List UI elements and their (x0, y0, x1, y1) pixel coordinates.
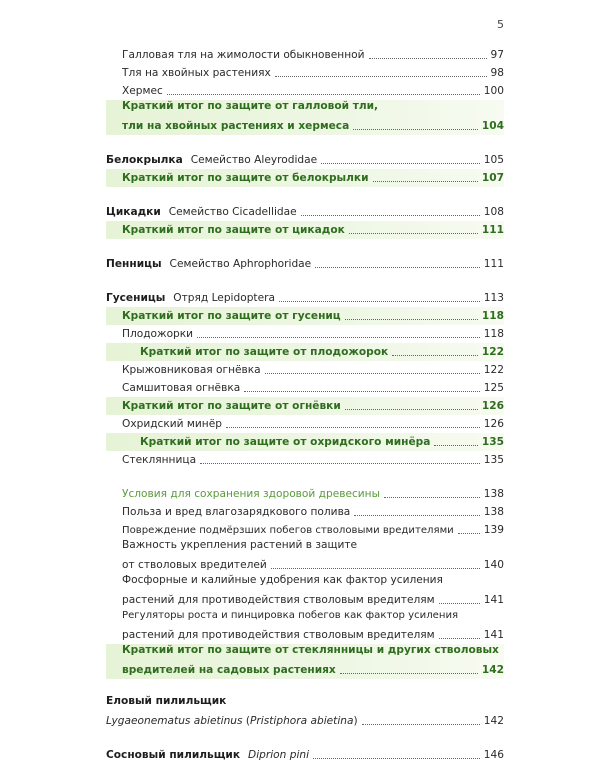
dot-leader (265, 373, 480, 374)
toc-entry[interactable] (106, 451, 504, 469)
toc-entry[interactable] (106, 379, 504, 397)
section-heading: Цикадки (106, 206, 161, 218)
dot-leader (439, 603, 480, 604)
toc-summary-entry[interactable] (106, 100, 504, 135)
toc-entry-page: 122 (481, 346, 504, 358)
section-heading: Пенницы (106, 258, 162, 270)
toc-entry-title: Тля на хвойных растениях (122, 67, 271, 79)
dot-leader (458, 533, 480, 534)
toc-entry-title: Галловая тля на жимолости обыкновенной (122, 49, 365, 61)
toc-section[interactable] (106, 289, 504, 307)
dot-leader (244, 391, 480, 392)
toc-entry-page: 125 (483, 382, 504, 394)
section-family: Отряд Lepidoptera (173, 292, 275, 304)
toc-entry-page: 111 (483, 258, 504, 270)
toc-entry-title: Краткий итог по защите от гусениц (122, 310, 341, 322)
toc-summary-entry[interactable] (106, 433, 504, 451)
table-of-contents (106, 46, 504, 764)
toc-entry-page: 135 (483, 454, 504, 466)
dot-leader (301, 215, 480, 216)
dot-leader (197, 337, 480, 338)
toc-entry-page: 122 (483, 364, 504, 376)
dot-leader (315, 267, 480, 268)
toc-entry-page: 141 (483, 629, 504, 641)
toc-entry-line2 (122, 117, 504, 135)
section-heading[interactable]: Еловый пилильщик (106, 695, 227, 707)
dot-leader (373, 181, 478, 182)
dot-leader (434, 445, 477, 446)
section-heading: Сосновый пилильщик (106, 749, 241, 761)
toc-entry-page: 126 (483, 418, 504, 430)
toc-entry-page: 139 (483, 524, 504, 536)
toc-entry-title: Краткий итог по защите от плодожорок (140, 346, 389, 358)
dot-leader (279, 301, 480, 302)
toc-entry-line2 (122, 626, 504, 644)
dot-leader (439, 638, 480, 639)
toc-entry-line2 (122, 591, 504, 609)
toc-entry-page: 113 (483, 292, 504, 304)
toc-entry-line2 (122, 556, 504, 574)
toc-entry[interactable] (106, 574, 504, 609)
toc-entry[interactable] (106, 415, 504, 433)
page-number: 5 (497, 18, 504, 31)
toc-entry-page: 146 (483, 749, 504, 761)
toc-section[interactable] (106, 203, 504, 221)
section-family: Семейство Cicadellidae (168, 206, 297, 218)
toc-entry-title-line2: растений для противодействия стволовым вредителям (122, 629, 435, 641)
latin-separator: ( (242, 715, 251, 727)
toc-entry-page: 111 (481, 224, 504, 236)
toc-entry-title: Плодожорки (122, 328, 194, 340)
dot-leader (340, 673, 478, 674)
dot-leader (226, 427, 480, 428)
dot-leader (321, 163, 480, 164)
toc-summary-entry[interactable] (106, 169, 504, 187)
dot-leader (345, 319, 478, 320)
toc-entry-line2 (122, 661, 504, 679)
dot-leader (362, 724, 480, 725)
toc-entry-title: Хермес (122, 85, 163, 97)
toc-entry-title: Крыжовниковая огнёвка (122, 364, 261, 376)
toc-entry-title: Краткий итог по защите от огнёвки (122, 400, 341, 412)
toc-entry-title: Охридский минёр (122, 418, 222, 430)
toc-entry-title-line1: Важность укрепления растений в защите (122, 539, 358, 551)
toc-entry-page: 107 (481, 172, 504, 184)
toc-entry-title: Краткий итог по защите от охридского минёра (140, 436, 431, 448)
toc-entry-title: Самшитовая огнёвка (122, 382, 241, 394)
toc-entry-title-line2: растений для противодействия стволовым вредителям (122, 594, 435, 606)
toc-entry[interactable] (106, 712, 504, 730)
toc-section[interactable] (106, 746, 504, 764)
toc-entry-title-line2: тли на хвойных растениях и хермеса (122, 120, 350, 132)
toc-entry[interactable] (106, 325, 504, 343)
toc-summary-entry[interactable] (106, 397, 504, 415)
section-species: Diprion pini (248, 749, 310, 761)
toc-entry-page: 140 (483, 559, 504, 571)
toc-entry-page: 118 (483, 328, 504, 340)
toc-entry-title-line1: Краткий итог по защите от стеклянницы и других стволовых (122, 644, 499, 656)
toc-entry[interactable] (106, 609, 504, 644)
toc-entry-page: 105 (483, 154, 504, 166)
section-heading: Белокрылка (106, 154, 183, 166)
dot-leader (167, 94, 480, 95)
toc-entry-title-line1: Краткий итог по защите от галловой тли, (122, 100, 379, 112)
toc-entry[interactable] (106, 503, 504, 521)
toc-entry-title: Стеклянница (122, 454, 197, 466)
dot-leader (392, 355, 478, 356)
section-family: Семейство Aleyrodidae (190, 154, 318, 166)
toc-entry-page: 98 (490, 67, 504, 79)
toc-entry-page: 142 (483, 715, 504, 727)
dot-leader (384, 497, 480, 498)
toc-entry-page: 126 (481, 400, 504, 412)
section-family: Семейство Aphrophoridae (169, 258, 312, 270)
toc-entry-title: Повреждение подмёрзших побегов стволовыми вредителями (122, 525, 454, 536)
toc-entry-title-line2: вредителей на садовых растениях (122, 664, 336, 676)
dot-leader (369, 58, 487, 59)
toc-summary-entry[interactable] (106, 343, 504, 361)
dot-leader (313, 758, 480, 759)
toc-entry-subsection[interactable] (106, 485, 504, 503)
toc-entry[interactable] (106, 82, 504, 100)
toc-summary-entry[interactable] (106, 307, 504, 325)
toc-entry-page: 142 (481, 664, 504, 676)
toc-entry-page: 138 (483, 506, 504, 518)
toc-entry-title: Условия для сохранения здоровой древесины (122, 488, 380, 500)
latin-synonym: Pristiphora abietina (250, 715, 354, 727)
toc-entry-title-line1: Регуляторы роста и пинцировка побегов как фактор усиления (122, 610, 459, 621)
toc-entry[interactable] (106, 539, 504, 574)
toc-entry-page: 135 (481, 436, 504, 448)
toc-entry-page: 97 (490, 49, 504, 61)
toc-entry[interactable] (106, 361, 504, 379)
toc-entry-page: 100 (483, 85, 504, 97)
toc-entry[interactable] (106, 46, 504, 64)
dot-leader (349, 233, 478, 234)
toc-section[interactable] (106, 255, 504, 273)
toc-entry-page: 138 (483, 488, 504, 500)
toc-entry-page: 104 (481, 120, 504, 132)
toc-entry-title-line2: от стволовых вредителей (122, 559, 267, 571)
toc-entry-title: Польза и вред влагозарядкового полива (122, 506, 351, 518)
dot-leader (345, 409, 478, 410)
toc-entry-page: 108 (483, 206, 504, 218)
latin-close: ) (353, 715, 358, 727)
toc-entry[interactable] (106, 64, 504, 82)
latin-name: Lygaeonematus abietinus (106, 715, 243, 727)
toc-summary-entry[interactable] (106, 644, 504, 679)
toc-summary-entry[interactable] (106, 221, 504, 239)
dot-leader (200, 463, 480, 464)
toc-entry-title-line1: Фосфорные и калийные удобрения как фактор усиления (122, 574, 443, 586)
dot-leader (271, 568, 480, 569)
dot-leader (275, 76, 487, 77)
toc-entry-title: Краткий итог по защите от цикадок (122, 224, 345, 236)
dot-leader (354, 515, 479, 516)
toc-entry-page: 118 (481, 310, 504, 322)
toc-section[interactable] (106, 151, 504, 169)
toc-entry-page: 141 (483, 594, 504, 606)
section-heading: Гусеницы (106, 292, 166, 304)
toc-entry[interactable] (106, 521, 504, 539)
toc-entry-title: Краткий итог по защите от белокрылки (122, 172, 369, 184)
dot-leader (353, 129, 478, 130)
